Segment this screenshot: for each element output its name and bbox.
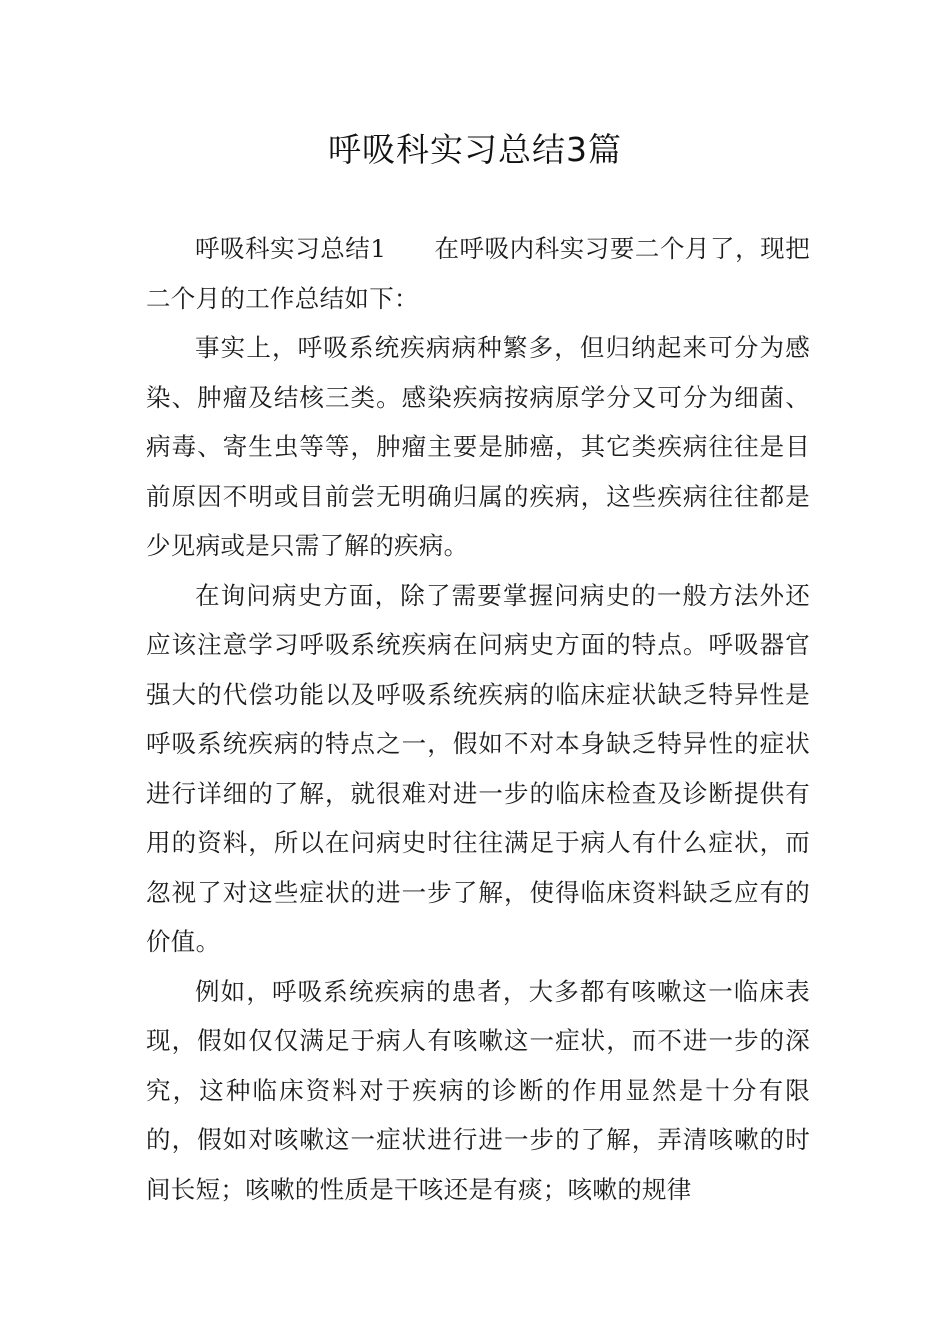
document-title: 呼吸科实习总结3篇 <box>328 130 622 169</box>
paragraph-intro <box>146 224 810 323</box>
document-body <box>146 224 810 1214</box>
section-label: 呼吸科实习总结1 <box>195 234 387 263</box>
paragraph-text: 在呼吸内科实习要二个月了，现把二个月的工作总结如下： <box>146 234 810 313</box>
paragraph: 例如，呼吸系统疾病的患者，大多都有咳嗽这一临床表现，假如仅仅满足于病人有咳嗽这一症状，而不进一步的深究，这种临床资料对于疾病的诊断的作用显然是十分有限的，假如对咳嗽这一症状进行进一步的了解，弄清咳嗽的时间长短；咳嗽的性质是干咳还是有痰；咳嗽的规律 <box>146 976 810 1204</box>
paragraph: 在询问病史方面，除了需要掌握问病史的一般方法外还应该注意学习呼吸系统疾病在问病史方面的特点。呼吸器官强大的代偿功能以及呼吸系统疾病的临床症状缺乏特异性是呼吸系统疾病的特点之一，假如不对本身缺乏特异性的症状进行详细的了解，就很难对进一步的临床检查及诊断提供有用的资料，所以在问病史时往往满足于病人有什么症状，而忽视了对这些症状的进一步了解，使得临床资料缺乏应有的价值。 <box>146 580 810 956</box>
paragraph: 事实上，呼吸系统疾病病种繁多，但归纳起来可分为感染、肿瘤及结核三类。感染疾病按病原学分又可分为细菌、病毒、寄生虫等等，肿瘤主要是肺癌，其它类疾病往往是目前原因不明或目前尝无明确归属的疾病，这些疾病往往都是少见病或是只需了解的疾病。 <box>146 333 810 560</box>
